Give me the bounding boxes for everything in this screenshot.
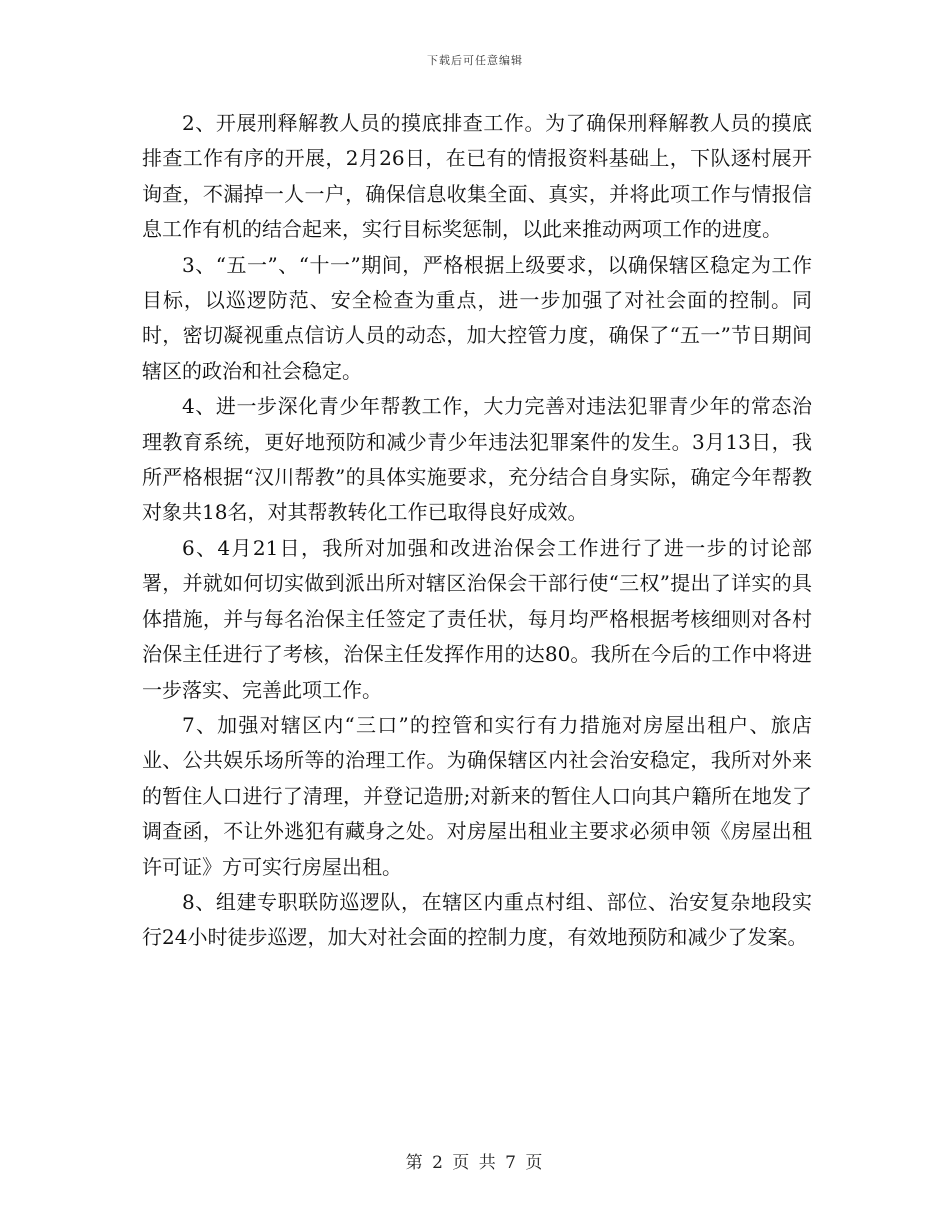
paragraph-item-6: 6、4月21日，我所对加强和改进治保会工作进行了进一步的讨论部署，并就如何切实做到派出所对辖区治保会干部行使“三权”提出了详实的具体措施，并与每名治保主任签定了责任状，每月均严格根据考核细则对各村治保主任进行了考核，治保主任发挥作用的达80。我所在今后的工作中将进一步落实、完善此项工作。 xyxy=(142,535,812,702)
document-body xyxy=(142,106,812,956)
paragraph-item-2: 2、开展刑释解教人员的摸底排查工作。为了确保刑释解教人员的摸底排查工作有序的开展，2月26日，在已有的情报资料基础上，下队逐村展开询查，不漏掉一人一户，确保信息收集全面、真实，并将此项工作与情报信息工作有机的结合起来，实行目标奖惩制，以此来推动两项工作的进度。 xyxy=(142,111,812,242)
paragraph-item-4: 4、进一步深化青少年帮教工作，大力完善对违法犯罪青少年的常态治理教育系统，更好地预防和减少青少年违法犯罪案件的发生。3月13日，我所严格根据“汉川帮教”的具体实施要求，充分结合自身实际，确定今年帮教对象共18名，对其帮教转化工作已取得良好成效。 xyxy=(142,394,812,525)
page-header-note: 下载后可任意编辑 xyxy=(427,54,523,67)
paragraph-item-3: 3、“五一”、“十一”期间，严格根据上级要求，以确保辖区稳定为工作目标，以巡逻防范、安全检查为重点，进一步加强了对社会面的控制。同时，密切凝视重点信访人员的动态，加大控管力度，确保了“五一”节日期间辖区的政治和社会稳定。 xyxy=(142,252,812,383)
paragraph-item-7: 7、加强对辖区内“三口”的控管和实行有力措施对房屋出租户、旅店业、公共娱乐场所等的治理工作。为确保辖区内社会治安稳定，我所对外来的暂住人口进行了清理，并登记造册;对新来的暂住人口向其户籍所在地发了调查函，不让外逃犯有藏身之处。对房屋出租业主要求必须申领《房屋出租许可证》方可实行房屋出租。 xyxy=(142,712,812,879)
paragraph-item-8: 8、组建专职联防巡逻队，在辖区内重点村组、部位、治安复杂地段实行24小时徒步巡逻，加大对社会面的控制力度，有效地预防和减少了发案。 xyxy=(142,889,812,950)
page-number: 第 2 页 共 7 页 xyxy=(405,1153,545,1173)
